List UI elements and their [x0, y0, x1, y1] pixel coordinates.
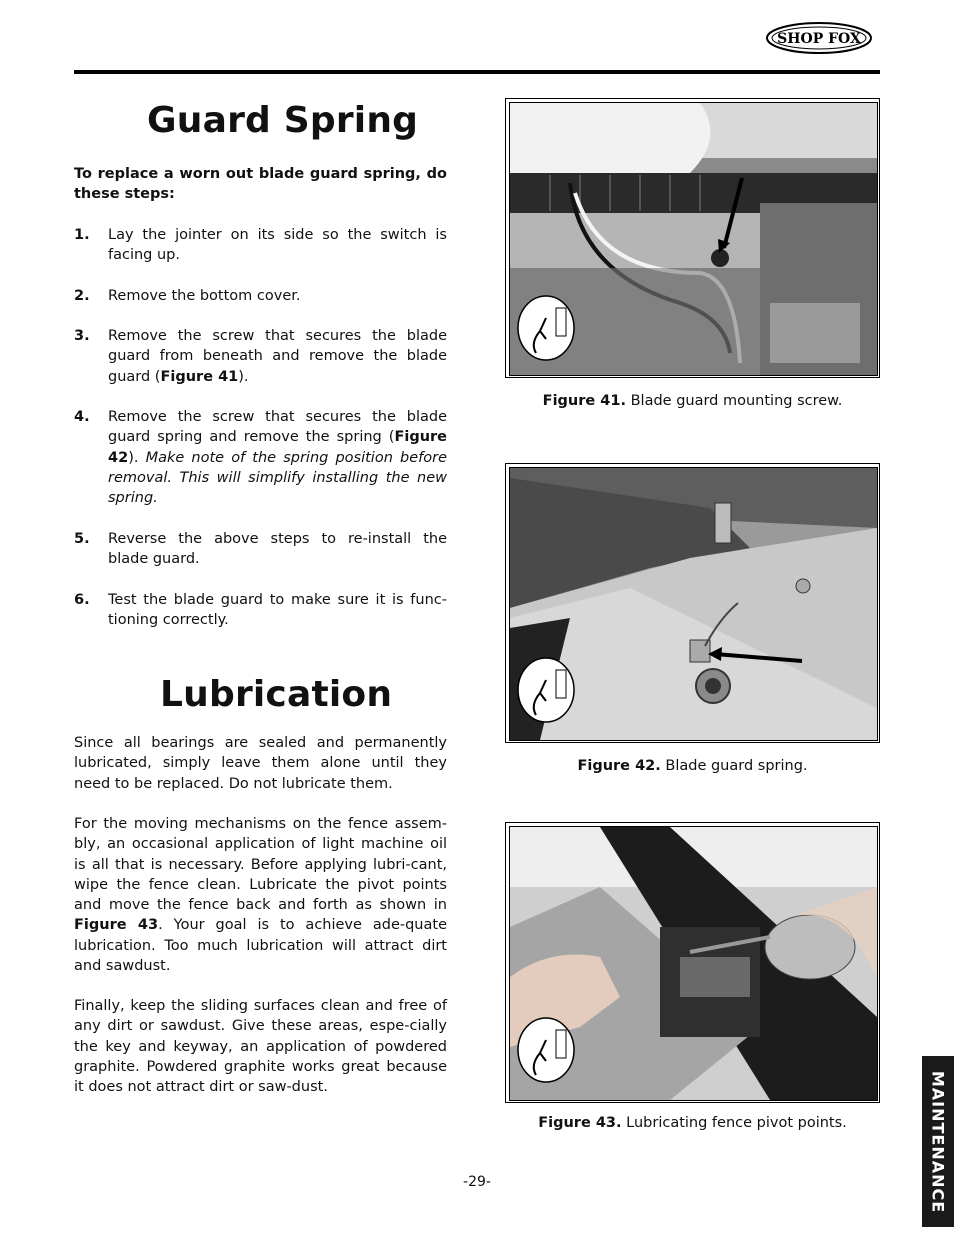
figure-43-photo: [505, 822, 880, 1103]
section-title-guard-spring: Guard Spring: [147, 100, 419, 141]
step-number: 2.: [74, 288, 90, 304]
figure-43-caption: Figure 43. Lubricating fence pivot points.: [538, 1115, 847, 1131]
figure-reference: Figure 43: [74, 917, 159, 934]
step-text: Reverse the above steps to re-install the blade guard.: [108, 531, 447, 568]
lubrication-paragraph-3: Finally, keep the sliding surfaces clean and free of any dirt or sawdust. Give these areas, espe-cially the key and keyway, an application of powdered graphite. Powdered graphite works great because it does not attract dirt or saw-dust.: [74, 998, 447, 1096]
step-6: [74, 590, 447, 631]
section-title-lubrication: Lubrication: [160, 674, 393, 715]
page-number: -29-: [463, 1174, 491, 1190]
shop-fox-logo: [766, 22, 872, 54]
lubrication-paragraph-1: Since all bearings are sealed and permanently lubricated, simply leave them alone until they need to be replaced. Do not lubricate them.: [74, 735, 447, 792]
guard-spring-intro: To replace a worn out blade guard spring, do these steps:: [74, 166, 447, 203]
step-text: Remove the screw that secures the blade guard from beneath and remove the blade guard (Figure 41).: [108, 328, 447, 385]
step-text: Remove the bottom cover.: [108, 288, 301, 304]
section-side-tab: [922, 1056, 954, 1227]
step-3: [74, 326, 447, 387]
figure-41-caption: Figure 41. Blade guard mounting screw.: [542, 393, 843, 409]
header-rule: [74, 70, 880, 74]
figure-41-photo: [505, 98, 880, 378]
step-number: 6.: [74, 592, 90, 608]
svg-text:SHOP FOX: SHOP FOX: [777, 31, 861, 47]
step-note: Make note of the spring position before removal. This will simplify installing the new spring.: [108, 449, 447, 507]
step-number: 5.: [74, 531, 90, 547]
step-1: [74, 225, 447, 266]
step-number: 3.: [74, 328, 90, 344]
step-number: 1.: [74, 227, 90, 243]
lubrication-paragraph-2: For the moving mechanisms on the fence assem-bly, an occasional application of light machine oil is all that is necessary. Before applying lubri-cant, wipe the fence clean. Lubricate the pivot points and move the fence back and forth as shown in Figure 43. Your goal is to achieve ade-quate lubrication. Too much lubrication will attract dirt and sawdust.: [74, 816, 447, 975]
step-2: [74, 286, 447, 306]
figure-42-caption: Figure 42. Blade guard spring.: [577, 758, 808, 774]
step-text: Lay the jointer on its side so the switch is facing up.: [108, 227, 447, 264]
side-tab-label: MAINTENANCE: [928, 1070, 948, 1213]
figure-42-photo: [505, 463, 880, 743]
step-5: [74, 529, 447, 570]
step-text: Remove the screw that secures the blade guard spring and remove the spring (Figure 42). Make note of the spring position before removal. This will simplify installing the new spring.: [108, 409, 447, 507]
step-text: Test the blade guard to make sure it is func-tioning correctly.: [108, 592, 447, 629]
figure-reference: Figure 41: [160, 368, 239, 385]
figure-reference: Figure 42: [108, 429, 447, 466]
step-number: 4.: [74, 409, 90, 425]
step-4: [74, 407, 447, 508]
